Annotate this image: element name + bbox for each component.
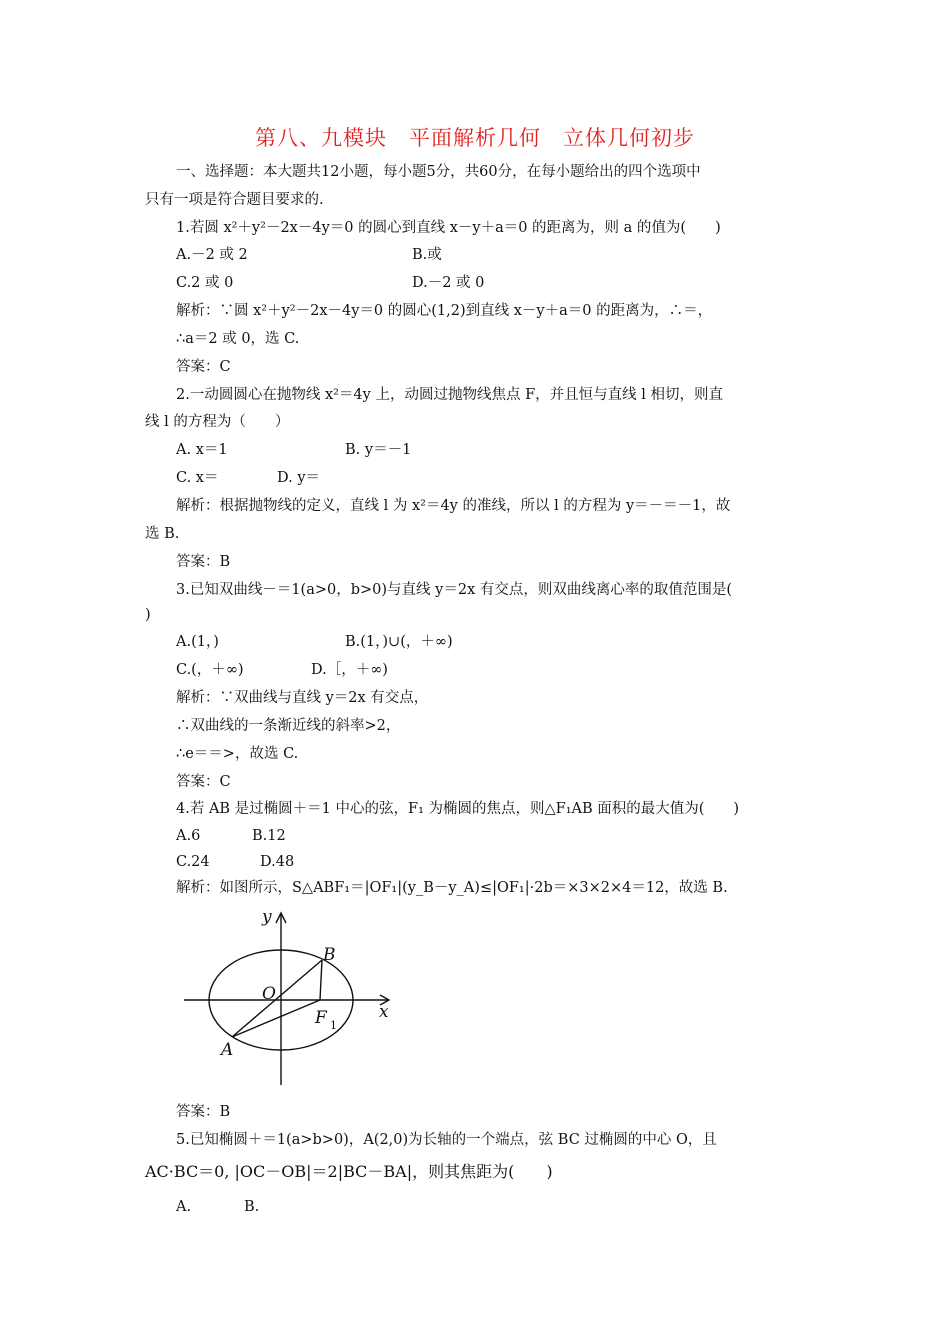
label-f-subscript: 1 (330, 1019, 337, 1032)
q1-option-b: B.或 (412, 247, 442, 263)
ellipse-figure (180, 905, 400, 1090)
q2-option-c: C. x＝ (176, 470, 219, 486)
q2-answer: 答案：B (176, 554, 231, 570)
q2-stem-line-1: 2.一动圆圆心在抛物线 x²＝4y 上，动圆过抛物线焦点 F，并且恒与直线 l 相切，则直 (176, 387, 723, 403)
q3-stem-line-2: ) (145, 607, 151, 623)
section-intro-line-2: 只有一项是符合题目要求的. (145, 192, 324, 208)
q2-solution-line-2: 选 B. (145, 526, 180, 542)
q1-option-c: C.2 或 0 (176, 275, 234, 291)
q4-answer: 答案：B (176, 1104, 231, 1120)
label-x: x (379, 1002, 389, 1022)
q3-answer: 答案：C (176, 774, 231, 790)
q2-option-a: A. x＝1 (176, 442, 228, 458)
q4-solution: 解析：如图所示，S△ABF₁＝|OF₁|(y_B－y_A)≤|OF₁|·2b＝×3×2×4＝12，故选 B. (176, 880, 728, 896)
label-b: B (323, 945, 336, 965)
segment-af1 (232, 1000, 320, 1037)
q3-solution-line-2: ∴双曲线的一条渐近线的斜率>2， (176, 718, 401, 734)
segment-bf1 (320, 960, 322, 1000)
q2-option-b: B. y＝－1 (345, 442, 412, 458)
page-title: 第八、九模块 平面解析几何 立体几何初步 (255, 126, 695, 150)
q3-option-c: C.(，＋∞) (176, 662, 244, 678)
q3-stem-line-1: 3.已知双曲线－＝1(a>0，b>0)与直线 y＝2x 有交点，则双曲线离心率的取值范围是( (176, 582, 733, 598)
chord-ab (232, 960, 322, 1037)
q3-option-b: B.(1，)∪(，＋∞) (345, 634, 453, 650)
q3-option-d: D.［，＋∞) (311, 662, 388, 678)
q4-option-c: C.24 (176, 854, 210, 870)
q3-option-a: A.(1，) (176, 634, 219, 650)
q5-option-b: B. (244, 1199, 260, 1215)
q4-option-d: D.48 (260, 854, 295, 870)
q1-answer: 答案：C (176, 359, 231, 375)
q5-stem-line-1: 5.已知椭圆＋＝1(a>b>0)，A(2,0)为长轴的一个端点，弦 BC 过椭圆的中心 O，且 (176, 1132, 717, 1148)
q2-solution-line-1: 解析：根据抛物线的定义，直线 l 为 x²＝4y 的准线，所以 l 的方程为 y＝－＝－1，故 (176, 498, 731, 514)
q5-stem-line-2: AC·BC＝0, |OC－OB|＝2|BC－BA|，则其焦距为( ) (145, 1162, 553, 1181)
q1-solution-line-1: 解析：∵圆 x²＋y²－2x－4y＝0 的圆心(1,2)到直线 x－y＋a＝0 的距离为，∴＝， (176, 303, 713, 319)
q1-stem: 1.若圆 x²＋y²－2x－4y＝0 的圆心到直线 x－y＋a＝0 的距离为，则 a 的值为( ) (176, 220, 721, 236)
q3-solution-line-1: 解析：∵双曲线与直线 y＝2x 有交点， (176, 690, 429, 706)
q3-solution-line-3: ∴e＝＝>，故选 C. (176, 746, 299, 762)
q4-option-b: B.12 (252, 828, 286, 844)
q2-option-d: D. y＝ (277, 470, 321, 486)
label-o: O (262, 984, 276, 1004)
q5-option-a: A. (176, 1199, 192, 1215)
q1-option-a: A.－2 或 2 (176, 247, 248, 263)
label-a: A (221, 1040, 234, 1060)
label-y: y (262, 907, 272, 927)
q2-stem-line-2: 线 l 的方程为（ ） (145, 414, 290, 430)
section-intro-line-1: 一、选择题：本大题共12小题，每小题5分，共60分，在每小题给出的四个选项中 (176, 164, 701, 180)
q1-option-d: D.－2 或 0 (412, 275, 485, 291)
q1-solution-line-2: ∴a＝2 或 0，选 C. (176, 331, 300, 347)
q4-stem: 4.若 AB 是过椭圆＋＝1 中心的弦，F₁ 为椭圆的焦点，则△F₁AB 面积的最大值为( ) (176, 801, 740, 817)
label-f: F (315, 1008, 327, 1028)
q4-option-a: A.6 (176, 828, 201, 844)
